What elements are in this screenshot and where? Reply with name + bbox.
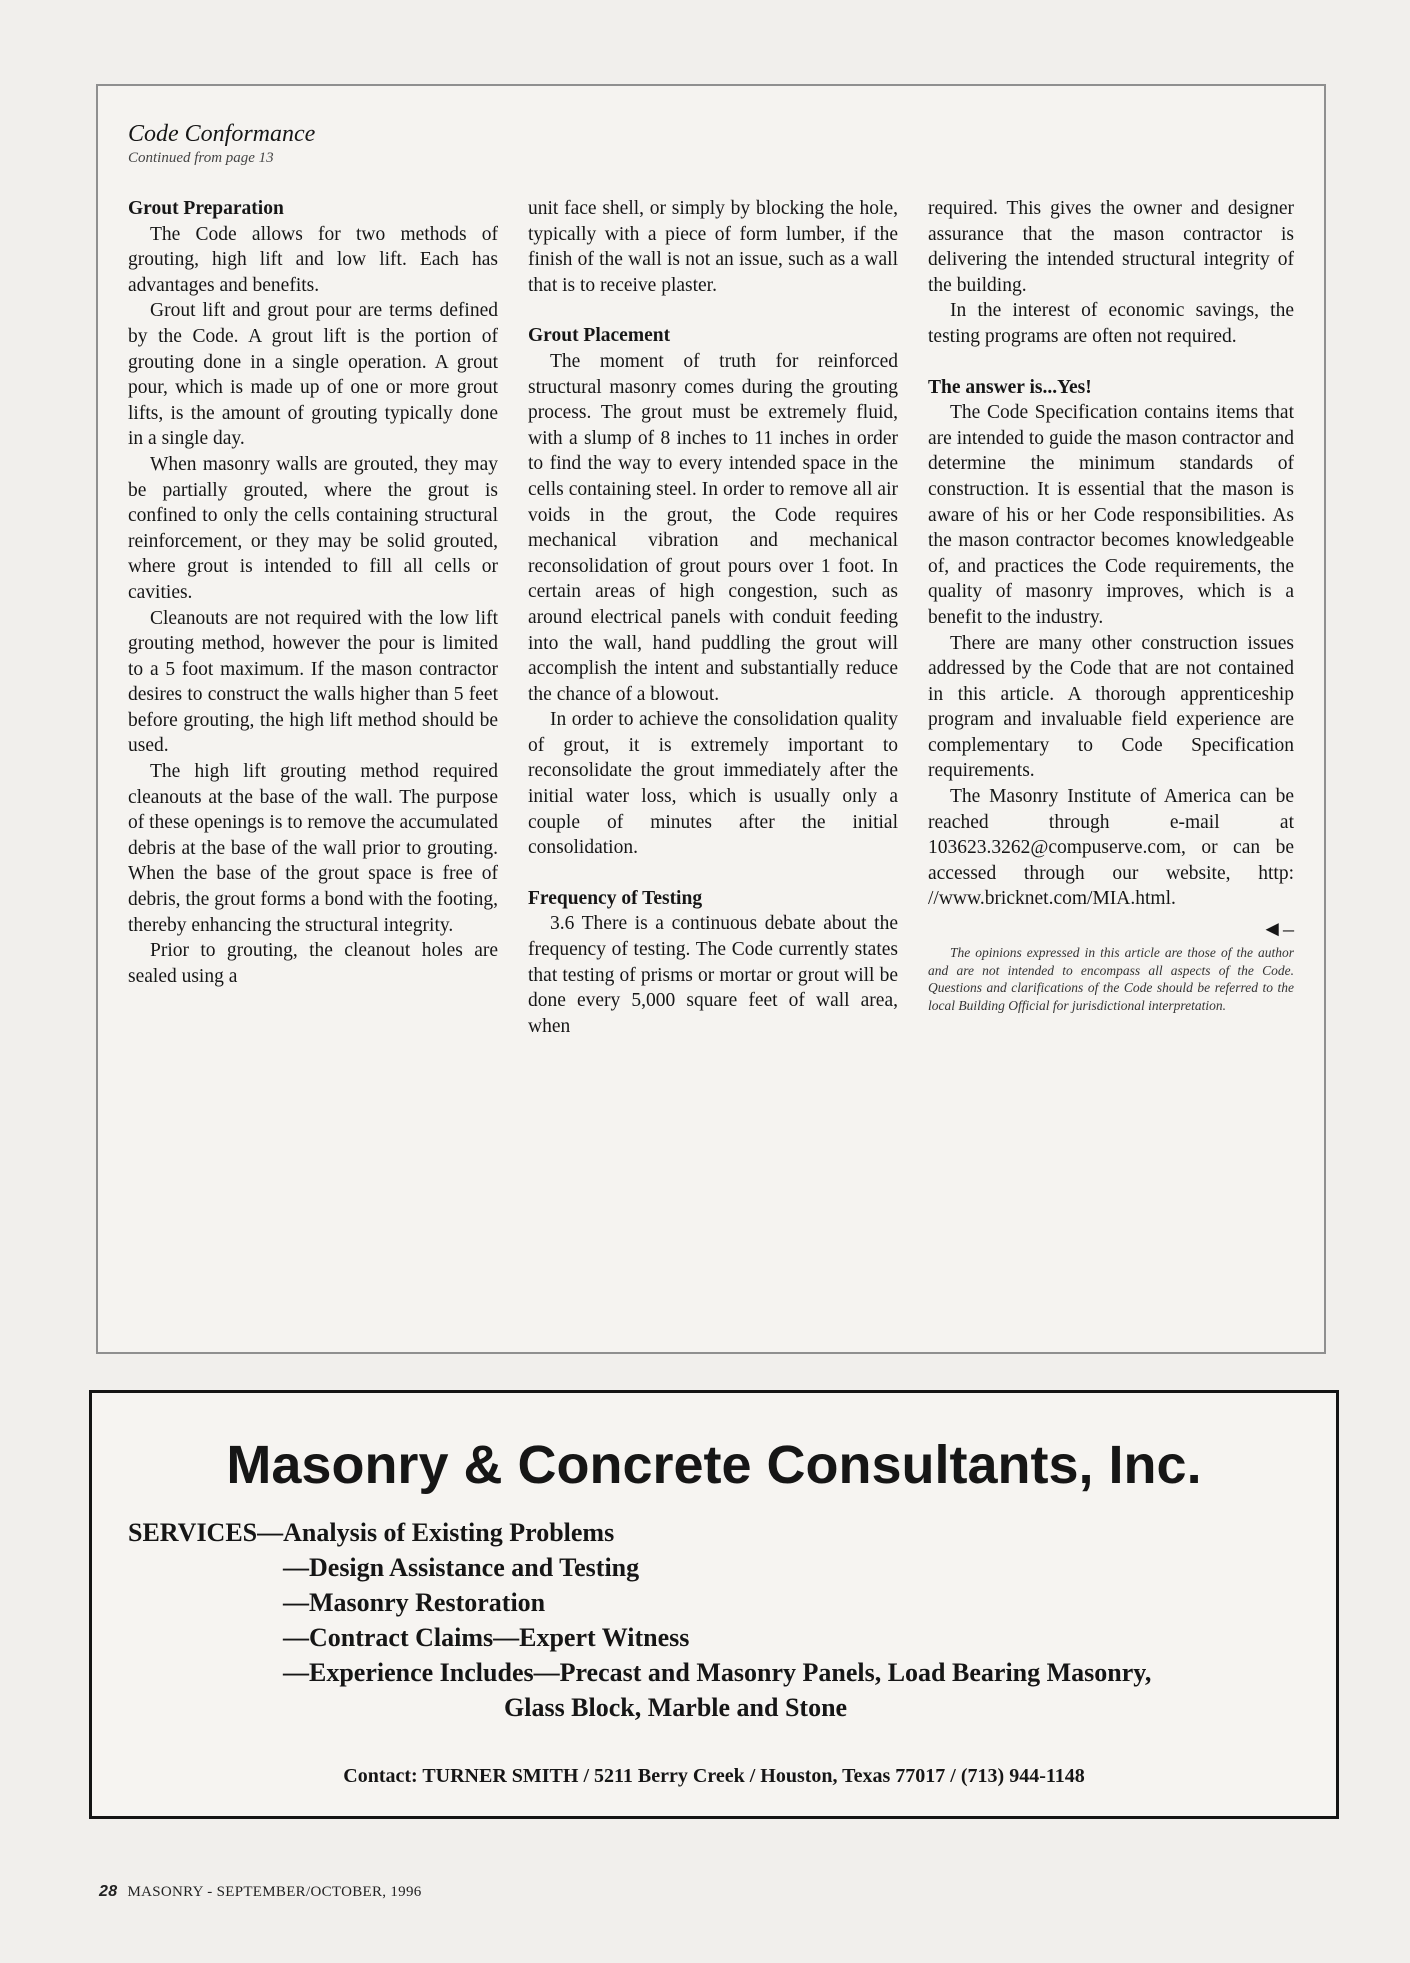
service-item: —Masonry Restoration [283, 1588, 546, 1617]
service-item: Glass Block, Marble and Stone [504, 1693, 848, 1722]
paragraph: When masonry walls are grouted, they may be partially grouted, where the grout is confined to only the cells containing structural reinforcement, or they may be solid grouted, where grout is intended to fill all cells or cavities. [128, 453, 498, 603]
paragraph: In order to achieve the consolidation quality of grout, it is extremely important to reconsolidate the grout immediately after the initial water loss, which is usually only a couple of minutes after the initial consolidation. [528, 709, 898, 859]
service-item: —Experience Includes—Precast and Masonry Panels, Load Bearing Masonry, [283, 1658, 1152, 1687]
end-of-article-icon: ◄– [1261, 916, 1294, 942]
paragraph: The Code allows for two methods of grouting, high lift and low lift. Each has advantages and benefits. [128, 223, 498, 296]
service-item: —Design Assistance and Testing [283, 1553, 640, 1582]
section-title: Code Conformance [128, 121, 316, 147]
paragraph: Grout lift and grout pour are terms defined by the Code. A grout lift is the portion of grouting done in a single operation. A grout pour, which is made up of one or more grout lifts, is the amount of grouting typically done in a single day. [128, 300, 498, 450]
article-column-2 [528, 196, 898, 1039]
heading-grout-placement: Grout Placement [528, 325, 671, 347]
paragraph: Cleanouts are not required with the low lift grouting method, however the pour is limited to a 5 foot maximum. If the mason contractor desires to construct the walls higher than 5 feet before grouting, the high lift method should be used. [128, 607, 498, 757]
paragraph: Prior to grouting, the cleanout holes are sealed using a [128, 940, 498, 987]
article-box [96, 84, 1326, 1354]
paragraph: required. This gives the owner and designer assurance that the mason contractor is delivering the intended structural integrity of the building. [928, 198, 1294, 296]
heading-frequency-of-testing: Frequency of Testing [528, 887, 703, 909]
ad-contact: Contact: TURNER SMITH / 5211 Berry Creek / Houston, Texas 77017 / (713) 944-1148 [343, 1765, 1085, 1787]
disclaimer: The opinions expressed in this article are those of the author and are not intended to encompass all aspects of the Code. Questions and clarifications of the Code should be referred to the local Building Official for jurisdictional interpretation. [928, 945, 1294, 1013]
article-header [128, 120, 315, 168]
article-column-3 [928, 196, 1294, 1014]
paragraph: The high lift grouting method required cleanouts at the base of the wall. The purpose of these openings is to remove the accumulated debris at the base of the wall prior to grouting. When the base of the grout space is free of debris, the grout forms a bond with the footing, thereby enhancing the structural integrity. [128, 761, 498, 936]
paragraph: unit face shell, or simply by blocking the hole, typically with a piece of form lumber, if the finish of the wall is not an issue, such as a wall that is to receive plaster. [528, 198, 898, 296]
page-number: 28 [99, 1883, 118, 1900]
publication-info: MASONRY - SEPTEMBER/OCTOBER, 1996 [127, 1884, 422, 1900]
paragraph: In the interest of economic savings, the testing programs are often not required. [928, 300, 1294, 347]
paragraph: The Code Specification contains items that are intended to guide the mason contractor and determine the minimum standards of construction. It is essential that the mason is aware of his or her Code responsibilities. As the mason contractor becomes knowledgeable of, and practices the Code requirements, the quality of masonry improves, which is a benefit to the industry. [928, 402, 1294, 628]
page-footer [99, 1883, 422, 1901]
advertisement [89, 1390, 1339, 1819]
service-item: —Contract Claims—Expert Witness [283, 1623, 690, 1652]
ad-title: Masonry & Concrete Consultants, Inc. [226, 1435, 1202, 1495]
services-list [128, 1515, 1151, 1725]
paragraph: There are many other construction issues addressed by the Code that are not contained in this article. A thorough apprenticeship program and invaluable field experience are complementary to Code Specification requirements. [928, 632, 1294, 782]
paragraph: The Masonry Institute of America can be reached through e-mail at 103623.3262@compuserve.com, or can be accessed through our website, http: //www.bricknet.com/MIA.html. [928, 786, 1294, 910]
heading-the-answer-is-yes: The answer is...Yes! [928, 376, 1092, 398]
paragraph: 3.6 There is a continuous debate about the frequency of testing. The Code currently states that testing of prisms or mortar or grout will be done every 5,000 square feet of wall area, when [528, 913, 898, 1037]
heading-grout-preparation: Grout Preparation [128, 198, 284, 219]
service-item: SERVICES—Analysis of Existing Problems [128, 1518, 615, 1547]
continued-note: Continued from page 13 [128, 150, 274, 166]
article-column-1 [128, 196, 498, 989]
paragraph: The moment of truth for reinforced structural masonry comes during the grouting process. The grout must be extremely fluid, with a slump of 8 inches to 11 inches in order to find the way to every intended space in the cells containing steel. In order to remove all air voids in the grout, the Code requires mechanical vibration and mechanical reconsolidation of grout pours over 1 foot. In certain areas of high congestion, such as around electrical panels with conduit feeding into the wall, hand puddling the grout will accomplish the intent and substantially reduce the chance of a blowout. [528, 350, 898, 705]
